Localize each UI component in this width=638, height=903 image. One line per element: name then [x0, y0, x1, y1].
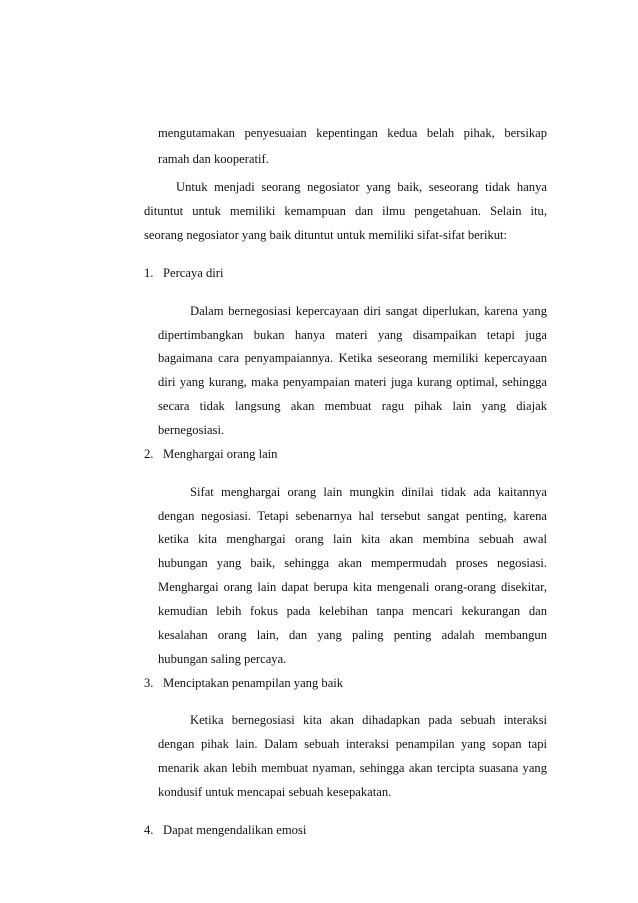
paragraph-line: Untuk menjadi seorang negosiator yang baik, seseorang tidak hanya [176, 180, 547, 194]
list-item-heading: Dapat mengendalikan emosi [163, 823, 307, 837]
list-item-line: ketika kita menghargai orang lain kita akan membina sebuah awal [158, 532, 547, 546]
list-item-number: 3. [144, 676, 154, 690]
list-item-number: 2. [144, 447, 154, 461]
list-item-line: hubungan yang baik, sehingga akan mempermudah proses negosiasi. [158, 556, 547, 570]
list-item-heading: Menciptakan penampilan yang baik [163, 676, 344, 690]
paragraph-line: dituntut untuk memiliki kemampuan dan ilmu pengetahuan. Selain itu, [144, 204, 547, 218]
list-item-line: dipertimbangkan bukan hanya materi yang disampaikan tetapi juga [158, 328, 547, 342]
list-item-line: Menghargai orang lain dapat berupa kita mengenali orang-orang disekitar, [158, 580, 547, 594]
paragraph-line: seorang negosiator yang baik dituntut untuk memiliki sifat-sifat berikut: [144, 228, 508, 242]
list-item-line: secara tidak langsung akan membuat ragu pihak lain yang diajak [158, 399, 547, 413]
list-item-line: kemudian lebih fokus pada kelebihan tanpa mencari kekurangan dan [158, 604, 547, 618]
list-item-line: menarik akan lebih membuat nyaman, sehingga akan tercipta suasana yang [158, 761, 547, 775]
intro-line: ramah dan kooperatif. [158, 152, 269, 166]
list-item-line: kesalahan orang lain, dan yang paling penting adalah membangun [158, 628, 547, 642]
list-item-line: bagaimana cara penyampaiannya. Ketika seseorang memiliki kepercayaan [158, 351, 547, 365]
list-item-line: Dalam bernegosiasi kepercayaan diri sangat diperlukan, karena yang [190, 304, 547, 318]
list-item-number: 4. [144, 823, 154, 837]
list-item-line: kondusif untuk mencapai sebuah kesepakatan. [158, 785, 392, 799]
list-item-line: Sifat menghargai orang lain mungkin dinilai tidak ada kaitannya [190, 485, 547, 499]
list-item-line: dengan pihak lain. Dalam sebuah interaksi penampilan yang sopan tapi [158, 737, 547, 751]
list-item-line: diri yang kurang, maka penyampaian materi juga kurang optimal, sehingga [158, 375, 547, 389]
list-item-heading: Percaya diri [163, 266, 224, 280]
list-item-number: 1. [144, 266, 154, 280]
list-item-line: hubungan saling percaya. [158, 652, 287, 666]
list-item-line: Ketika bernegosiasi kita akan dihadapkan pada sebuah interaksi [190, 713, 547, 727]
intro-line: mengutamakan penyesuaian kepentingan kedua belah pihak, bersikap [158, 126, 547, 140]
list-item-heading: Menghargai orang lain [163, 447, 278, 461]
list-item-line: dengan negosiasi. Tetapi sebenarnya hal tersebut sangat penting, karena [158, 509, 547, 523]
list-item-line: bernegosiasi. [158, 423, 225, 437]
